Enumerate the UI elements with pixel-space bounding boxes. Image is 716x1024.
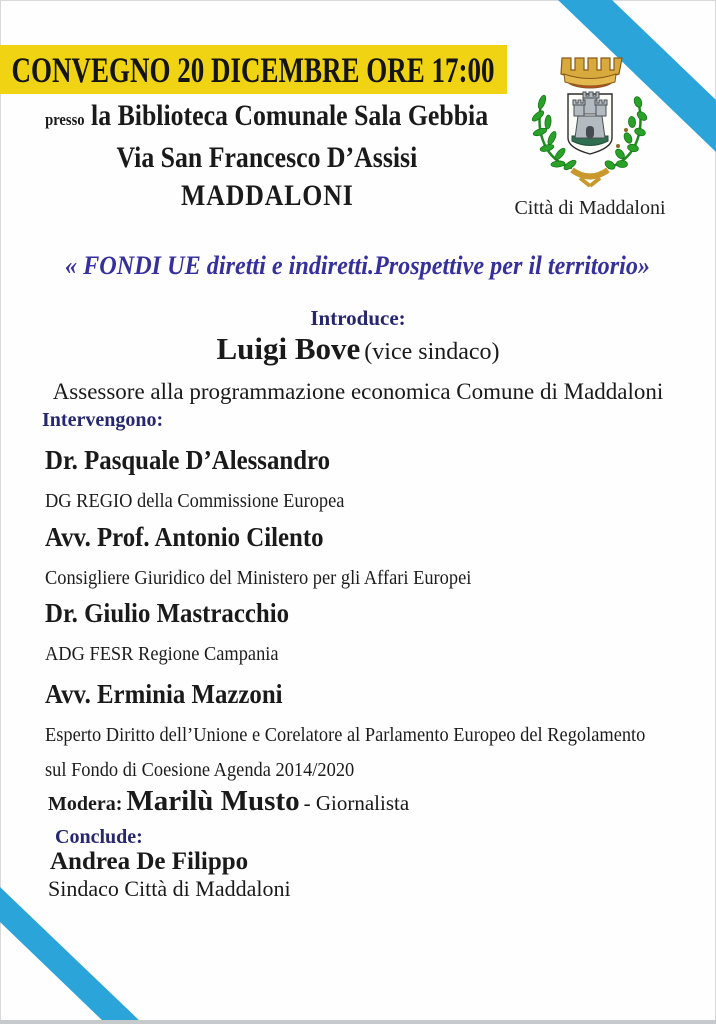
speaker-entry (45, 596, 710, 672)
speaker-name-line (45, 596, 710, 630)
speaker-name-line (45, 520, 710, 554)
venue-city: MADDALONI (180, 179, 354, 212)
crest-block (512, 38, 668, 220)
moderator-label: Modera: (48, 793, 123, 815)
speaker-name: Dr. Pasquale D’Alessandro (45, 445, 331, 475)
event-title-text: « FONDI UE diretti e indiretti.Prospettive per il territorio» (65, 251, 651, 280)
venue-line-2 (0, 139, 534, 177)
speaker-name-line (45, 443, 710, 477)
speaker-name-line (45, 677, 710, 711)
speaker-role-line-2 (45, 753, 710, 788)
crest-caption: Città di Maddaloni (514, 197, 666, 219)
introducer-role: (vice sindaco) (364, 339, 500, 365)
speaker-entry (45, 677, 710, 788)
moderator-line (48, 785, 409, 818)
speaker-role: Esperto Diritto dell’Unione e Corelatore al Parlamento Europeo del Regolamento (45, 724, 646, 746)
speakers-label: Intervengono: (42, 409, 164, 431)
speaker-role-line (45, 484, 710, 519)
venue-street: Via San Francesco D’Assisi (116, 141, 418, 174)
moderator-name: Marilù Musto (126, 785, 300, 817)
speaker-name: Avv. Prof. Antonio Cilento (45, 522, 324, 552)
introducer-subtitle: Assessore alla programmazione economica Comune di Maddaloni (52, 379, 664, 404)
speaker-role: ADG FESR Regione Campania (45, 643, 279, 665)
speaker-name: Avv. Erminia Mazzoni (45, 679, 283, 709)
speaker-role: Consigliere Giuridico del Ministero per gli Affari Europei (45, 567, 472, 589)
venue-block (0, 97, 534, 215)
concluder-role: Sindaco Città di Maddaloni (48, 876, 291, 901)
venue-line-1 (0, 97, 534, 139)
venue-line-3 (0, 177, 534, 215)
event-banner (0, 45, 507, 94)
conclude-label: Conclude: (55, 826, 143, 848)
concluder-name: Andrea De Filippo (50, 848, 249, 875)
banner-title: CONVEGNO 20 DICEMBRE ORE 17:00 (11, 49, 496, 90)
speaker-role-line (45, 637, 710, 672)
introducer-name: Luigi Bove (216, 331, 361, 366)
speaker-name: Dr. Giulio Mastracchio (45, 598, 290, 628)
introduce-label: Introduce: (310, 306, 406, 330)
speaker-role: DG REGIO della Commissione Europea (45, 490, 345, 512)
speaker-role-line (45, 718, 710, 753)
speaker-role: sul Fondo di Coesione Agenda 2014/2020 (45, 759, 355, 781)
venue-name: la Biblioteca Comunale Sala Gebbia (91, 99, 489, 132)
maddaloni-coat-of-arms-icon (514, 38, 666, 190)
ribbon (572, 170, 608, 177)
speaker-entry (45, 520, 710, 596)
introducer-line (0, 331, 716, 367)
moderator-role: - Giornalista (303, 791, 410, 815)
bottom-border (0, 1020, 716, 1024)
venue-prefix: presso (45, 110, 86, 129)
event-title (0, 251, 716, 281)
speaker-role-line (45, 561, 710, 596)
speaker-entry (45, 443, 710, 519)
